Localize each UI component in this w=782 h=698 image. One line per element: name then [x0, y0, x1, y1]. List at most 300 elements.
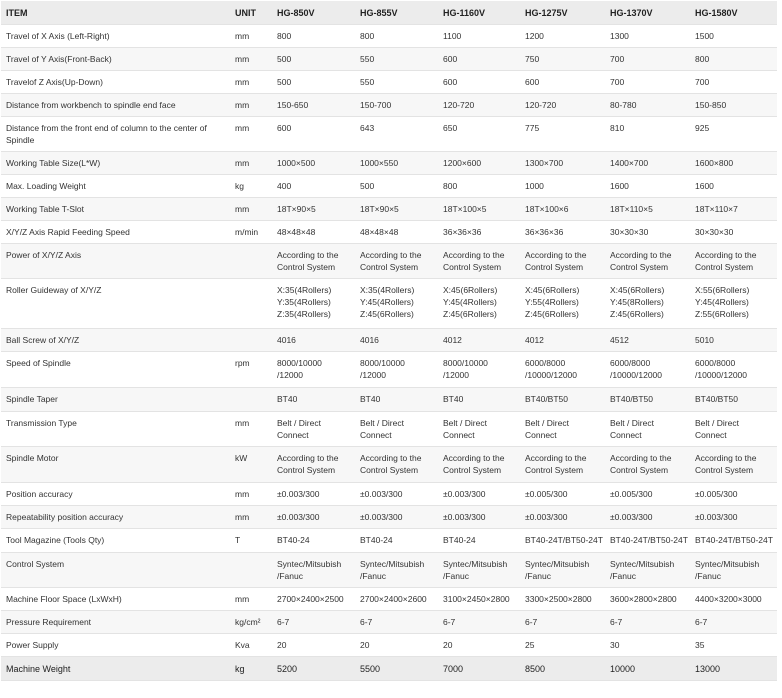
cell-value: [605, 93, 690, 116]
cell-item: [1, 351, 230, 387]
cell-unit: [230, 552, 272, 587]
cell-value-line: 800: [695, 53, 710, 64]
cell-value: [438, 220, 520, 243]
cell-value-line: Belt / Direct: [277, 417, 321, 428]
cell-value: [355, 197, 438, 220]
cell-item: [1, 528, 230, 552]
cell-value-line: Y:45(4Rollers): [443, 296, 497, 307]
cell-value-line: Belt / Direct: [443, 417, 487, 428]
cell-value: [690, 328, 777, 351]
cell-value-line: Connect: [360, 429, 392, 440]
cell-value-line: X:45(6Rollers): [525, 284, 580, 295]
cell-value: [438, 47, 520, 70]
cell-value: [690, 47, 777, 70]
cell-value-line: 800: [277, 30, 292, 41]
cell-value-line: 1400×700: [610, 157, 649, 168]
cell-value-line: 1000×500: [277, 157, 316, 168]
table-row: [1, 24, 777, 47]
cell-item-line: Position accuracy: [6, 488, 73, 499]
cell-value-line: 5500: [360, 663, 381, 674]
cell-value: [438, 656, 520, 680]
cell-value: [605, 116, 690, 151]
cell-value-line: 6-7: [610, 616, 623, 627]
cell-value-line: 800: [443, 180, 458, 191]
cell-item: [1, 197, 230, 220]
cell-value: [520, 197, 605, 220]
cell-value: [690, 528, 777, 552]
cell-value-line: 30: [610, 639, 620, 650]
cell-unit: mm: [230, 47, 272, 70]
cell-value: [355, 278, 438, 328]
header-model-hg-1580v: HG-1580V: [690, 1, 777, 24]
cell-unit: mm: [230, 587, 272, 610]
cell-item-line: Power of X/Y/Z Axis: [6, 249, 82, 260]
cell-value: [272, 528, 355, 552]
cell-value-line: 18T×90×5: [360, 203, 399, 214]
cell-value-line: According to the: [695, 249, 757, 260]
cell-value-line: 700: [695, 76, 710, 87]
cell-item: [1, 587, 230, 610]
cell-value: [520, 116, 605, 151]
cell-value: [438, 70, 520, 93]
cell-value-line: BT40/BT50: [525, 393, 568, 404]
cell-value-line: 1000: [525, 180, 544, 191]
cell-item: [1, 174, 230, 197]
cell-value-line: Control System: [277, 464, 336, 475]
cell-value-line: 1100: [443, 30, 462, 41]
cell-value: [605, 505, 690, 528]
table-row: [1, 151, 777, 174]
cell-value: [605, 633, 690, 656]
cell-value: [520, 24, 605, 47]
cell-value-line: Y:45(4Rollers): [360, 296, 414, 307]
cell-value-line: 1600: [695, 180, 714, 191]
cell-value-line: BT40-24: [360, 534, 393, 545]
cell-value: [272, 351, 355, 387]
cell-item: [1, 220, 230, 243]
cell-item: [1, 387, 230, 411]
cell-value-line: /Fanuc: [610, 570, 636, 581]
table-row: [1, 351, 777, 387]
cell-value: [605, 278, 690, 328]
cell-value: [690, 552, 777, 587]
cell-value-line: According to the: [525, 249, 587, 260]
cell-value: [355, 552, 438, 587]
cell-item-line: Machine Weight: [6, 663, 71, 674]
cell-value-line: 5200: [277, 663, 298, 674]
table-row: [1, 587, 777, 610]
cell-value: [520, 387, 605, 411]
cell-value-line: Syntec/Mitsubish: [695, 558, 760, 569]
cell-value: [355, 47, 438, 70]
cell-value: [355, 528, 438, 552]
cell-value-line: BT40-24T/BT50-24T: [695, 534, 773, 545]
cell-value-line: 20: [277, 639, 287, 650]
cell-value: [355, 70, 438, 93]
cell-value: [520, 505, 605, 528]
cell-value: [272, 70, 355, 93]
cell-value: [690, 151, 777, 174]
cell-value: [605, 528, 690, 552]
cell-value: [438, 278, 520, 328]
cell-value-line: /Fanuc: [443, 570, 469, 581]
table-row: [1, 446, 777, 482]
table-row: [1, 482, 777, 505]
cell-value-line: ±0.005/300: [610, 488, 653, 499]
cell-value-line: 25: [525, 639, 535, 650]
table-row: [1, 47, 777, 70]
cell-value: [605, 351, 690, 387]
cell-value: [355, 656, 438, 680]
header-item: ITEM: [1, 1, 230, 24]
cell-value-line: 550: [360, 53, 375, 64]
cell-value-line: 700: [610, 76, 625, 87]
cell-item: [1, 411, 230, 446]
cell-item-line: Spindle: [6, 134, 35, 145]
cell-value: [355, 151, 438, 174]
cell-value-line: X:55(6Rollers): [695, 284, 750, 295]
cell-value: [272, 411, 355, 446]
cell-value: [690, 197, 777, 220]
cell-unit: kg: [230, 656, 272, 680]
cell-value-line: Control System: [610, 261, 669, 272]
cell-value: [355, 351, 438, 387]
cell-item: [1, 656, 230, 680]
cell-value: [272, 116, 355, 151]
cell-value-line: Y:35(4Rollers): [277, 296, 331, 307]
cell-item-line: Speed of Spindle: [6, 357, 71, 368]
cell-unit: mm: [230, 151, 272, 174]
cell-value-line: BT40-24: [277, 534, 310, 545]
cell-value: [272, 552, 355, 587]
cell-value-line: 1600: [610, 180, 629, 191]
cell-value-line: BT40-24T/BT50-24T: [525, 534, 603, 545]
cell-value: [355, 411, 438, 446]
cell-value-line: 500: [277, 53, 292, 64]
table-row: [1, 93, 777, 116]
cell-unit: kW: [230, 446, 272, 482]
cell-value-line: 6-7: [443, 616, 456, 627]
cell-value-line: 4016: [360, 334, 379, 345]
cell-value-line: 400: [277, 180, 292, 191]
cell-value: [355, 633, 438, 656]
cell-value-line: According to the: [610, 249, 672, 260]
cell-value: [520, 70, 605, 93]
table-row: [1, 243, 777, 278]
cell-unit: m/min: [230, 220, 272, 243]
cell-value-line: ±0.003/300: [610, 511, 653, 522]
cell-value: [520, 587, 605, 610]
cell-value-line: 30×30×30: [695, 226, 734, 237]
cell-value-line: 48×48×48: [360, 226, 399, 237]
cell-value-line: ±0.003/300: [443, 511, 486, 522]
cell-value: [438, 411, 520, 446]
cell-value-line: Connect: [443, 429, 475, 440]
cell-value: [272, 197, 355, 220]
cell-value-line: Z:45(6Rollers): [360, 308, 414, 319]
cell-value-line: BT40/BT50: [610, 393, 653, 404]
cell-value-line: BT40: [277, 393, 298, 404]
cell-value: [690, 278, 777, 328]
cell-value: [520, 411, 605, 446]
cell-item-line: Max. Loading Weight: [6, 180, 86, 191]
cell-unit: mm: [230, 24, 272, 47]
cell-value-line: Control System: [610, 464, 669, 475]
cell-value-line: /Fanuc: [277, 570, 303, 581]
cell-value-line: 6-7: [695, 616, 708, 627]
cell-value-line: 650: [443, 122, 458, 133]
cell-value: [438, 116, 520, 151]
cell-value-line: 35: [695, 639, 705, 650]
cell-value: [520, 446, 605, 482]
cell-item: [1, 24, 230, 47]
cell-value-line: Belt / Direct: [695, 417, 739, 428]
cell-value: [690, 633, 777, 656]
table-row: [1, 116, 777, 151]
cell-value: [605, 47, 690, 70]
cell-value-line: ±0.003/300: [443, 488, 486, 499]
cell-value-line: 6-7: [277, 616, 290, 627]
cell-value-line: 8000/10000: [360, 357, 405, 368]
cell-value: [605, 220, 690, 243]
cell-value: [690, 116, 777, 151]
cell-value: [520, 610, 605, 633]
cell-value: [690, 70, 777, 93]
cell-value-line: /Fanuc: [360, 570, 386, 581]
cell-value: [438, 528, 520, 552]
cell-value-line: 810: [610, 122, 625, 133]
cell-value-line: 6000/8000: [525, 357, 566, 368]
cell-value-line: 3300×2500×2800: [525, 593, 592, 604]
cell-item-line: Machine Floor Space (LxWxH): [6, 593, 122, 604]
cell-value: [605, 610, 690, 633]
cell-value: [272, 387, 355, 411]
cell-value-line: 600: [525, 76, 540, 87]
cell-value-line: 6000/8000: [695, 357, 736, 368]
cell-value: [355, 328, 438, 351]
cell-value-line: 600: [443, 53, 458, 64]
cell-item: [1, 70, 230, 93]
cell-value-line: 150-700: [360, 99, 392, 110]
cell-value-line: 120-720: [443, 99, 475, 110]
cell-value: [438, 174, 520, 197]
cell-value-line: According to the: [360, 452, 422, 463]
cell-value-line: X:35(4Rollers): [277, 284, 332, 295]
cell-value: [272, 587, 355, 610]
cell-value-line: 8500: [525, 663, 546, 674]
cell-value: [520, 482, 605, 505]
cell-value-line: 925: [695, 122, 710, 133]
cell-value: [438, 446, 520, 482]
cell-item-line: Spindle Taper: [6, 393, 58, 404]
cell-unit: mm: [230, 70, 272, 93]
table-header-row: [1, 1, 777, 24]
cell-value: [690, 24, 777, 47]
cell-value-line: Y:45(8Rollers): [610, 296, 664, 307]
table-row: [1, 197, 777, 220]
cell-unit: mm: [230, 411, 272, 446]
header-model-hg-1370v: HG-1370V: [605, 1, 690, 24]
cell-value-line: 48×48×48: [277, 226, 316, 237]
cell-value-line: /Fanuc: [525, 570, 551, 581]
cell-value: [272, 93, 355, 116]
cell-value-line: 1000×550: [360, 157, 399, 168]
cell-value: [438, 552, 520, 587]
cell-item: [1, 151, 230, 174]
cell-value-line: BT40-24: [443, 534, 476, 545]
cell-value-line: 13000: [695, 663, 721, 674]
cell-value: [438, 587, 520, 610]
cell-unit: Kva: [230, 633, 272, 656]
cell-item-line: Distance from workbench to spindle end face: [6, 99, 176, 110]
cell-value-line: Z:35(4Rollers): [277, 308, 331, 319]
cell-value-line: BT40-24T/BT50-24T: [610, 534, 688, 545]
cell-value: [690, 411, 777, 446]
cell-value: [520, 633, 605, 656]
cell-value: [605, 446, 690, 482]
header-model-hg-855v: HG-855V: [355, 1, 438, 24]
cell-value-line: Syntec/Mitsubish: [360, 558, 425, 569]
table-row: [1, 387, 777, 411]
cell-item-line: Working Table Size(L*W): [6, 157, 101, 168]
cell-item: [1, 93, 230, 116]
cell-value-line: Connect: [525, 429, 557, 440]
cell-value-line: ±0.003/300: [360, 511, 403, 522]
cell-value: [605, 482, 690, 505]
cell-value: [438, 610, 520, 633]
cell-item-line: Power Supply: [6, 639, 59, 650]
cell-value: [690, 656, 777, 680]
cell-value-line: /10000/12000: [695, 369, 747, 380]
cell-value: [438, 93, 520, 116]
cell-value-line: /12000: [277, 369, 303, 380]
cell-value-line: 7000: [443, 663, 464, 674]
cell-value-line: 4012: [525, 334, 544, 345]
cell-value: [355, 243, 438, 278]
cell-item: [1, 328, 230, 351]
cell-value: [272, 482, 355, 505]
cell-item-line: Roller Guideway of X/Y/Z: [6, 284, 102, 295]
cell-value-line: ±0.003/300: [525, 511, 568, 522]
cell-item: [1, 278, 230, 328]
cell-value-line: Z:45(6Rollers): [610, 308, 664, 319]
cell-value: [520, 151, 605, 174]
cell-value-line: 750: [525, 53, 540, 64]
cell-value-line: 4016: [277, 334, 296, 345]
cell-value-line: Belt / Direct: [525, 417, 569, 428]
cell-value: [520, 220, 605, 243]
cell-value: [605, 387, 690, 411]
cell-value: [520, 528, 605, 552]
table-row: [1, 220, 777, 243]
machine-spec-table: [1, 1, 777, 681]
cell-value-line: ±0.003/300: [360, 488, 403, 499]
cell-value: [355, 220, 438, 243]
cell-value: [690, 387, 777, 411]
cell-value-line: 550: [360, 76, 375, 87]
cell-item: [1, 47, 230, 70]
cell-value: [520, 174, 605, 197]
cell-value-line: X:35(4Rollers): [360, 284, 415, 295]
table-row: [1, 411, 777, 446]
table-body: [1, 24, 777, 680]
cell-value: [520, 656, 605, 680]
table-row: [1, 633, 777, 656]
cell-item-line: Travel of Y Axis(Front-Back): [6, 53, 112, 64]
cell-value: [520, 47, 605, 70]
cell-value-line: 20: [360, 639, 370, 650]
cell-value-line: 30×30×30: [610, 226, 649, 237]
cell-item-line: Working Table T-Slot: [6, 203, 84, 214]
cell-value: [690, 505, 777, 528]
cell-value-line: Z:55(6Rollers): [695, 308, 749, 319]
cell-value-line: Control System: [525, 464, 584, 475]
cell-value: [605, 587, 690, 610]
cell-value: [355, 446, 438, 482]
cell-item: [1, 446, 230, 482]
cell-value-line: Control System: [695, 261, 754, 272]
cell-value-line: 775: [525, 122, 540, 133]
cell-unit: [230, 387, 272, 411]
cell-value: [438, 482, 520, 505]
cell-value: [272, 610, 355, 633]
cell-value-line: Control System: [443, 261, 502, 272]
cell-value-line: According to the: [360, 249, 422, 260]
cell-item: [1, 610, 230, 633]
table-row: [1, 552, 777, 587]
cell-value-line: 700: [610, 53, 625, 64]
cell-value-line: According to the: [525, 452, 587, 463]
cell-value-line: Syntec/Mitsubish: [443, 558, 508, 569]
cell-value-line: BT40/BT50: [695, 393, 738, 404]
cell-item: [1, 482, 230, 505]
cell-item-line: Spindle Motor: [6, 452, 59, 463]
table-row: [1, 528, 777, 552]
cell-value: [605, 552, 690, 587]
cell-value-line: Control System: [695, 464, 754, 475]
cell-item-line: Distance from the front end of column to the center of: [6, 122, 207, 133]
cell-value-line: X:45(6Rollers): [443, 284, 498, 295]
cell-value-line: 1200×600: [443, 157, 482, 168]
cell-value-line: Control System: [525, 261, 584, 272]
cell-item-line: Travel of X Axis (Left-Right): [6, 30, 110, 41]
cell-value-line: Connect: [277, 429, 309, 440]
cell-value-line: 18T×100×5: [443, 203, 487, 214]
cell-value-line: 8000/10000: [443, 357, 488, 368]
cell-value: [520, 552, 605, 587]
table-row: [1, 174, 777, 197]
cell-value: [520, 243, 605, 278]
cell-value: [605, 24, 690, 47]
cell-value-line: 150-850: [695, 99, 727, 110]
cell-value-line: 1200: [525, 30, 544, 41]
cell-value: [438, 505, 520, 528]
cell-value-line: 18T×110×5: [610, 203, 653, 214]
cell-item: [1, 243, 230, 278]
cell-value-line: According to the: [443, 452, 505, 463]
cell-value: [520, 278, 605, 328]
cell-value: [605, 174, 690, 197]
cell-unit: mm: [230, 482, 272, 505]
cell-value: [690, 220, 777, 243]
cell-value: [605, 656, 690, 680]
cell-value-line: ±0.003/300: [277, 511, 320, 522]
cell-value-line: X:45(6Rollers): [610, 284, 665, 295]
cell-value-line: 4400×3200×3000: [695, 593, 762, 604]
cell-item: [1, 552, 230, 587]
cell-value: [355, 587, 438, 610]
cell-unit: mm: [230, 197, 272, 220]
